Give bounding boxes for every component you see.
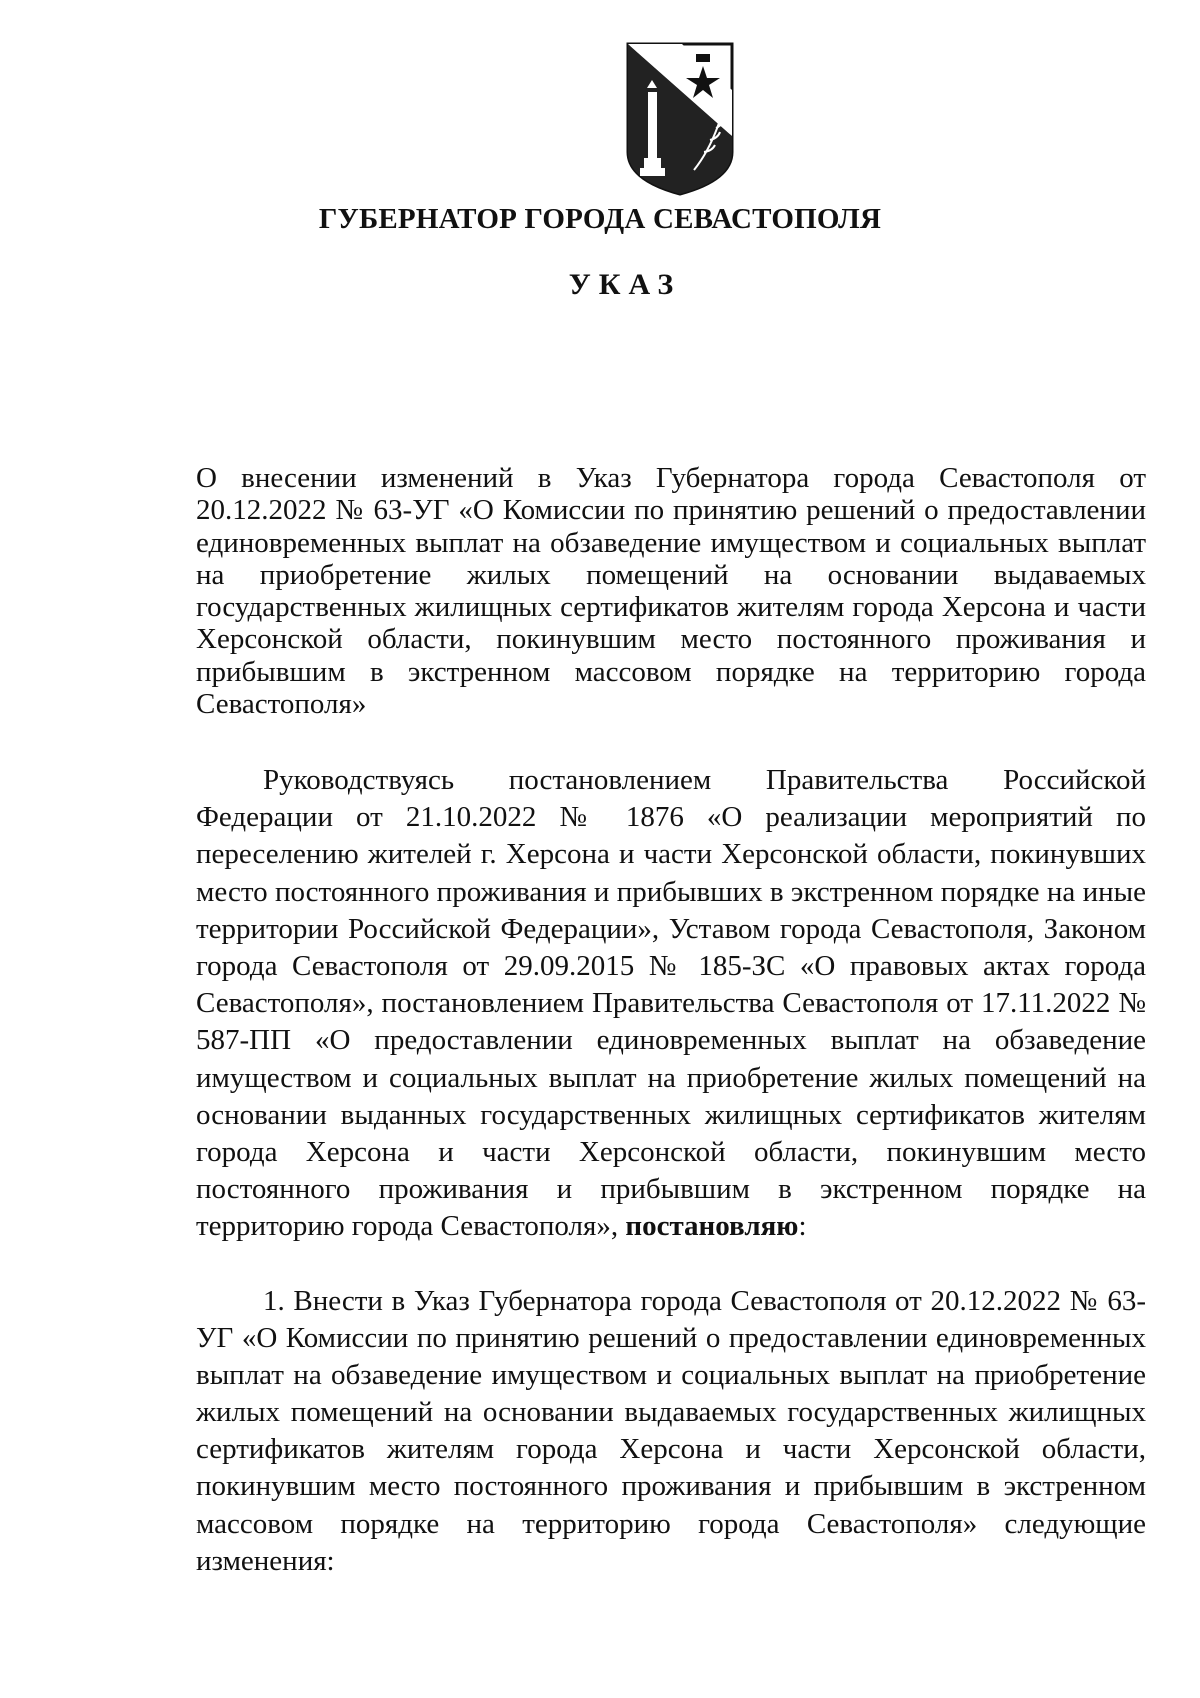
document-subject: О внесении изменений в Указ Губернатора города Севастополя от 20.12.2022 № 63-УГ «О Комиссии по принятию решений о предоставлении единовременных выплат на обзаведение имуществом и социальных выплат на приобретение жилых помещений на основании выдаваемых государственных жилищных сертификатов жителям города Херсона и части Херсонской области, покинувшим место постоянного проживания и прибывшим в экстренном массовом порядке на территорию города Севастополя»	[196, 462, 1146, 721]
preamble-text: Руководствуясь постановлением Правительства Российской Федерации от 21.10.2022 № 1876 «О реализации мероприятий по переселению жителей г. Херсона и части Херсонской области, покинувших место постоянного проживания и прибывших в экстренном порядке на иные территории Российской Федерации», Уставом города Севастополя, Законом города Севастополя от 29.09.2015 № 185-ЗС «О правовых актах города Севастополя», постановлением Правительства Севастополя от 17.11.2022 № 587-ПП «О предоставлении единовременных выплат на обзаведение имуществом и социальных выплат на приобретение жилых помещений на основании выданных государственных жилищных сертификатов жителям города Херсона и части Херсонской области, покинувшим место постоянного проживания и прибывшим в экстренном порядке на территорию города Севастополя»,	[196, 764, 1146, 1243]
document-type: УКАЗ	[568, 268, 682, 301]
issuer-title: ГУБЕРНАТОР ГОРОДА СЕВАСТОПОЛЯ	[318, 203, 882, 235]
coat-of-arms-icon	[620, 40, 740, 198]
preamble-end: :	[798, 1210, 807, 1243]
preamble-paragraph	[196, 762, 1146, 1246]
decree-word: постановляю	[625, 1210, 799, 1243]
decree-item-1: 1. Внести в Указ Губернатора города Севастополя от 20.12.2022 № 63-УГ «О Комиссии по принятию решений о предоставлении единовременных выплат на обзаведение имуществом и социальных выплат на приобретение жилых помещений на основании выдаваемых государственных жилищных сертификатов жителям города Херсона и части Херсонской области, покинувшим место постоянного проживания и прибывшим в экстренном массовом порядке на территорию города Севастополя» следующие изменения:	[196, 1285, 1146, 1577]
